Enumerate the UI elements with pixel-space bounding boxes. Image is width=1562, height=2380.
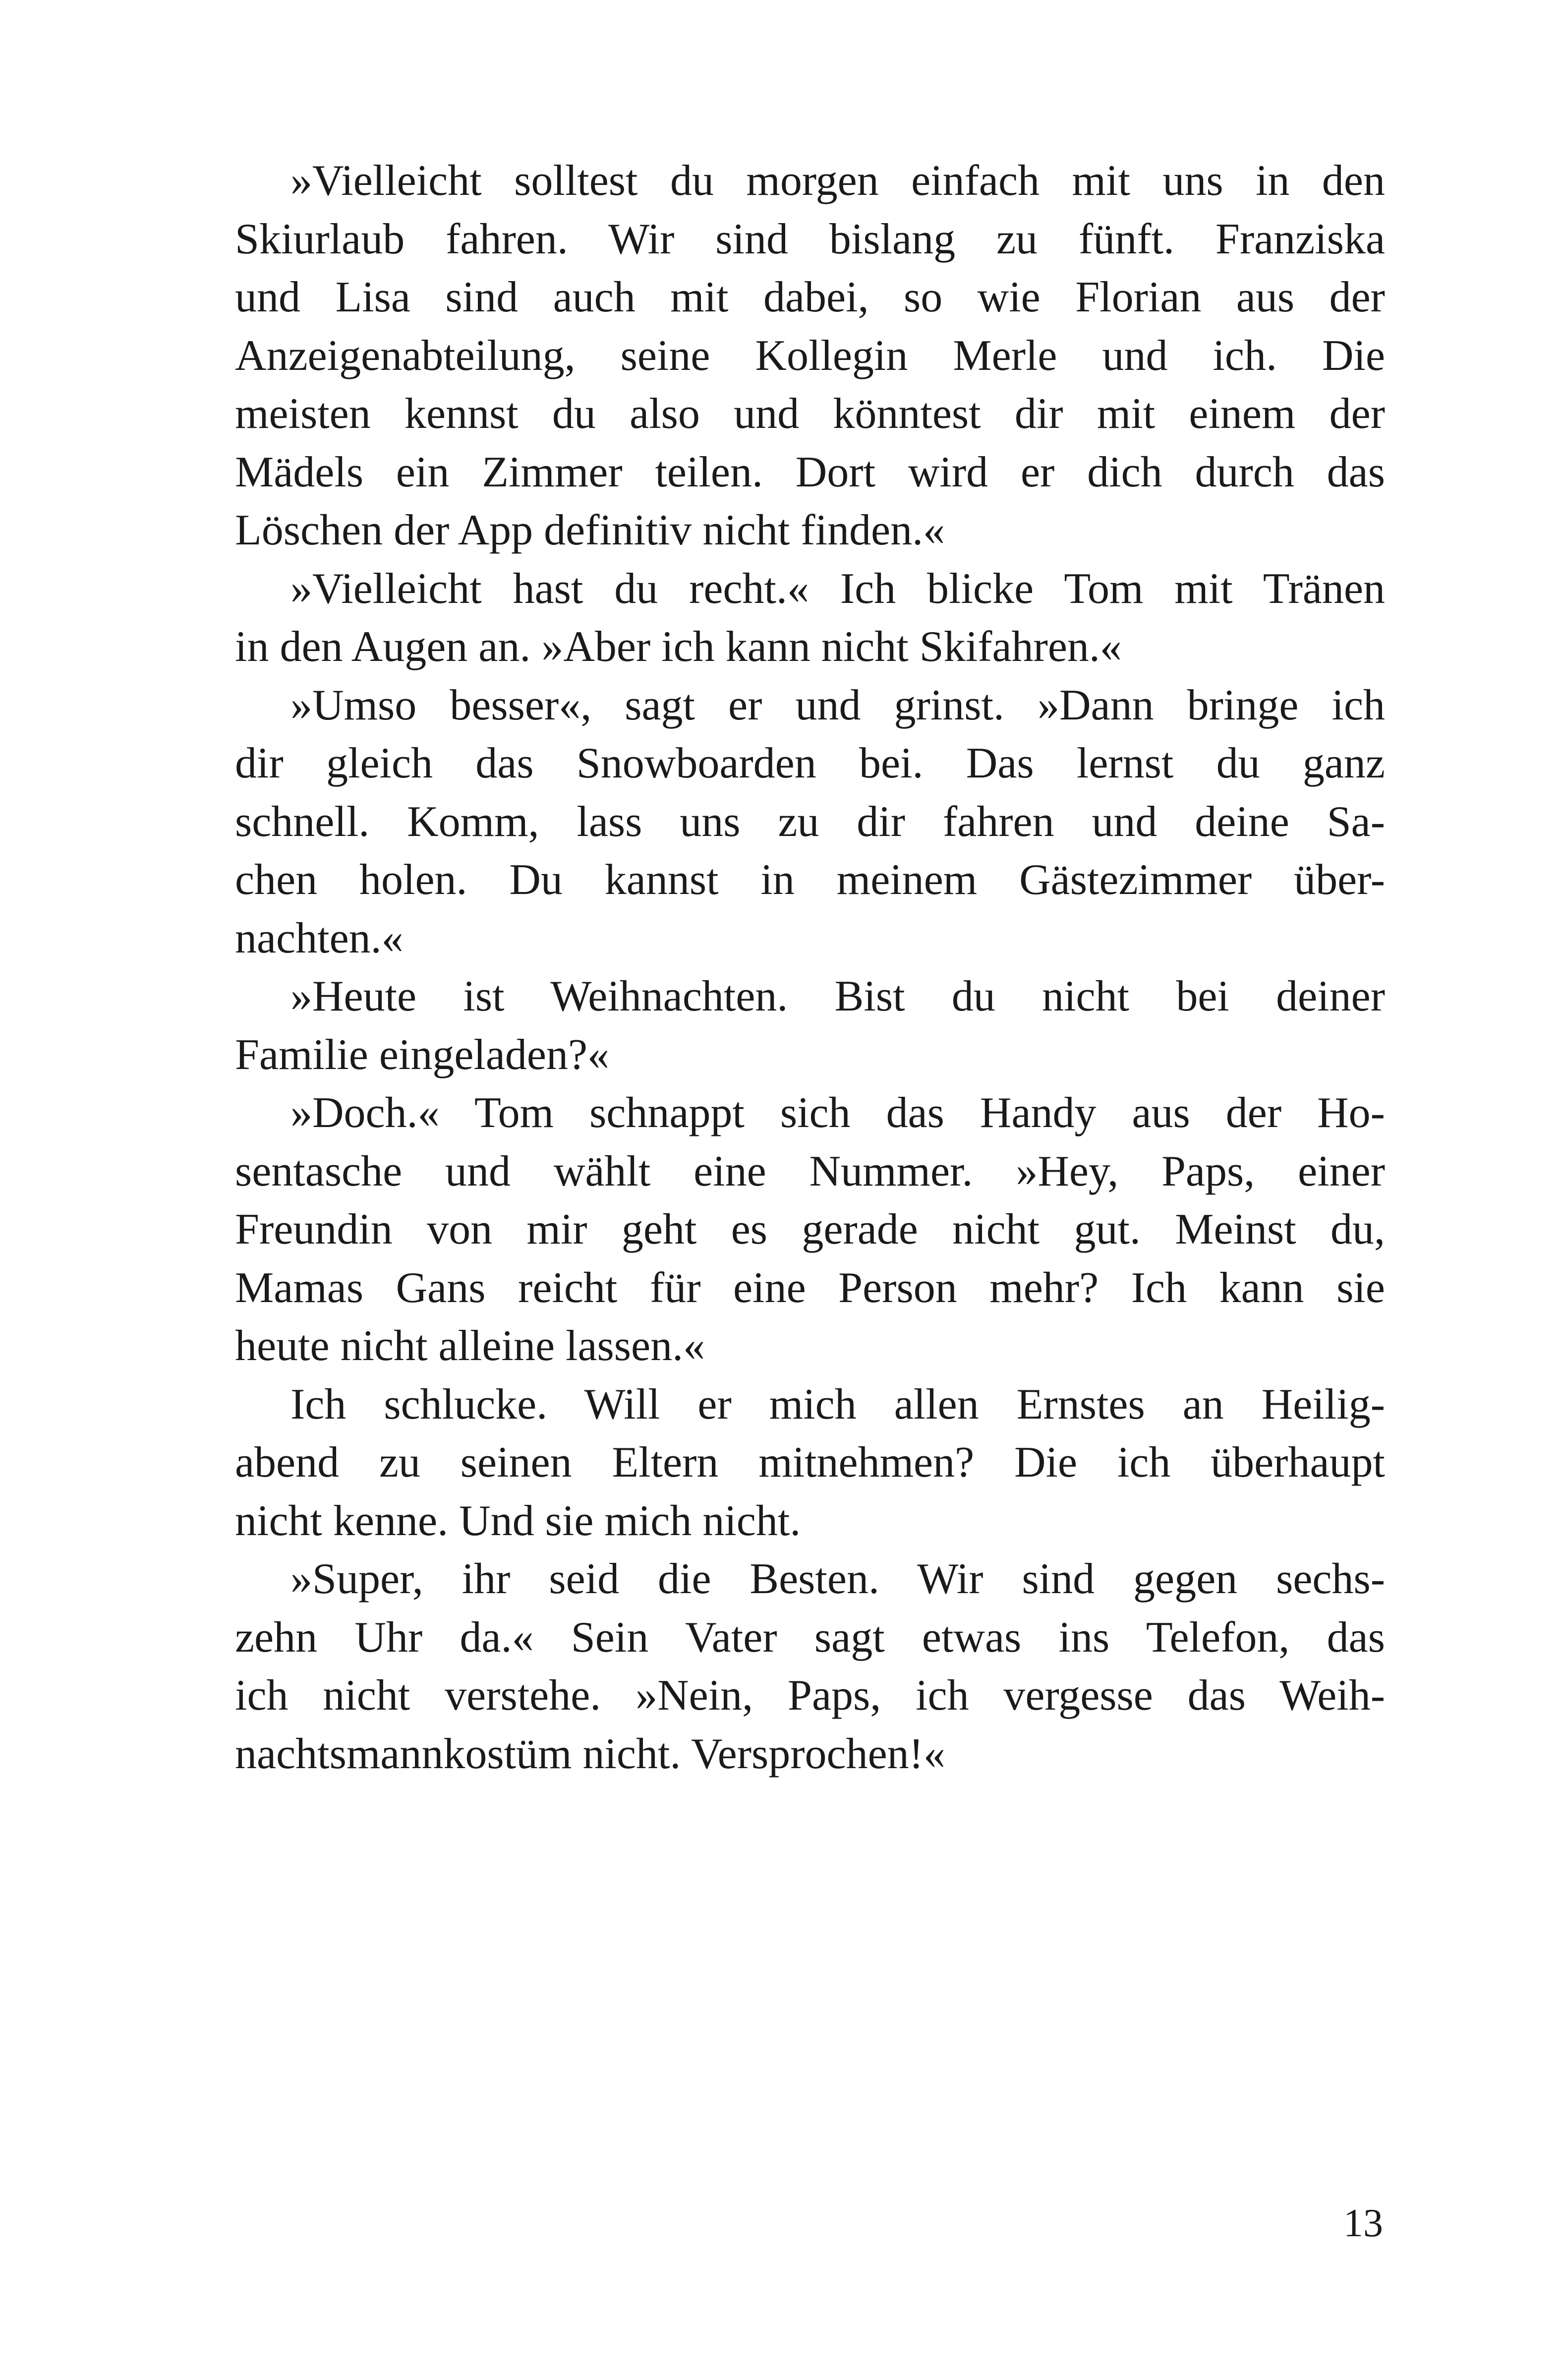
- text-line: meisten kennst du also und könntest dir mit einem der: [235, 390, 1385, 438]
- text-line: »Super, ihr seid die Besten. Wir sind gegen sechs-: [290, 1555, 1385, 1603]
- text-line: »Doch.« Tom schnappt sich das Handy aus der Ho-: [290, 1089, 1385, 1137]
- text-line: Mamas Gans reicht für eine Person mehr? Ich kann sie: [235, 1263, 1385, 1312]
- text-line: in den Augen an. »Aber ich kann nicht Skifahren.«: [235, 623, 1122, 671]
- body-text: [235, 152, 1385, 1783]
- text-line: Anzeigenabteilung, seine Kollegin Merle und ich. Die: [235, 331, 1385, 380]
- text-line: Mädels ein Zimmer teilen. Dort wird er dich durch das: [235, 448, 1385, 496]
- text-line: Skiurlaub fahren. Wir sind bislang zu fünft. Franziska: [235, 215, 1385, 263]
- text-line: Löschen der App definitiv nicht finden.«: [235, 506, 945, 554]
- text-line: nachten.«: [235, 914, 404, 962]
- text-line: »Umso besser«, sagt er und grinst. »Dann bringe ich: [290, 681, 1385, 729]
- text-line: Ich schlucke. Will er mich allen Ernstes an Heilig-: [290, 1380, 1385, 1428]
- text-line: dir gleich das Snowboarden bei. Das lernst du ganz: [235, 739, 1385, 787]
- text-line: zehn Uhr da.« Sein Vater sagt etwas ins Telefon, das: [235, 1613, 1385, 1662]
- text-line: »Vielleicht hast du recht.« Ich blicke Tom mit Tränen: [290, 564, 1385, 613]
- text-line: Freundin von mir geht es gerade nicht gut. Meinst du,: [235, 1205, 1385, 1253]
- text-line: schnell. Komm, lass uns zu dir fahren und deine Sa-: [235, 797, 1385, 846]
- text-line: Familie eingeladen?«: [235, 1030, 610, 1079]
- text-line: »Heute ist Weihnachten. Bist du nicht bei deiner: [290, 972, 1385, 1020]
- text-line: und Lisa sind auch mit dabei, so wie Florian aus der: [235, 273, 1385, 321]
- text-line: chen holen. Du kannst in meinem Gästezimmer über-: [235, 856, 1385, 904]
- text-line: sentasche und wählt eine Nummer. »Hey, Paps, einer: [235, 1147, 1385, 1195]
- text-line: abend zu seinen Eltern mitnehmen? Die ich überhaupt: [235, 1438, 1385, 1487]
- text-line: nicht kenne. Und sie mich nicht.: [235, 1496, 801, 1545]
- text-line: heute nicht alleine lassen.«: [235, 1322, 705, 1370]
- text-line: »Vielleicht solltest du morgen einfach mit uns in den: [290, 157, 1385, 205]
- text-line: ich nicht verstehe. »Nein, Paps, ich vergesse das Weih-: [235, 1671, 1385, 1720]
- text-line: nachtsmannkostüm nicht. Versprochen!«: [235, 1729, 945, 1778]
- page-number: 13: [1343, 2202, 1383, 2245]
